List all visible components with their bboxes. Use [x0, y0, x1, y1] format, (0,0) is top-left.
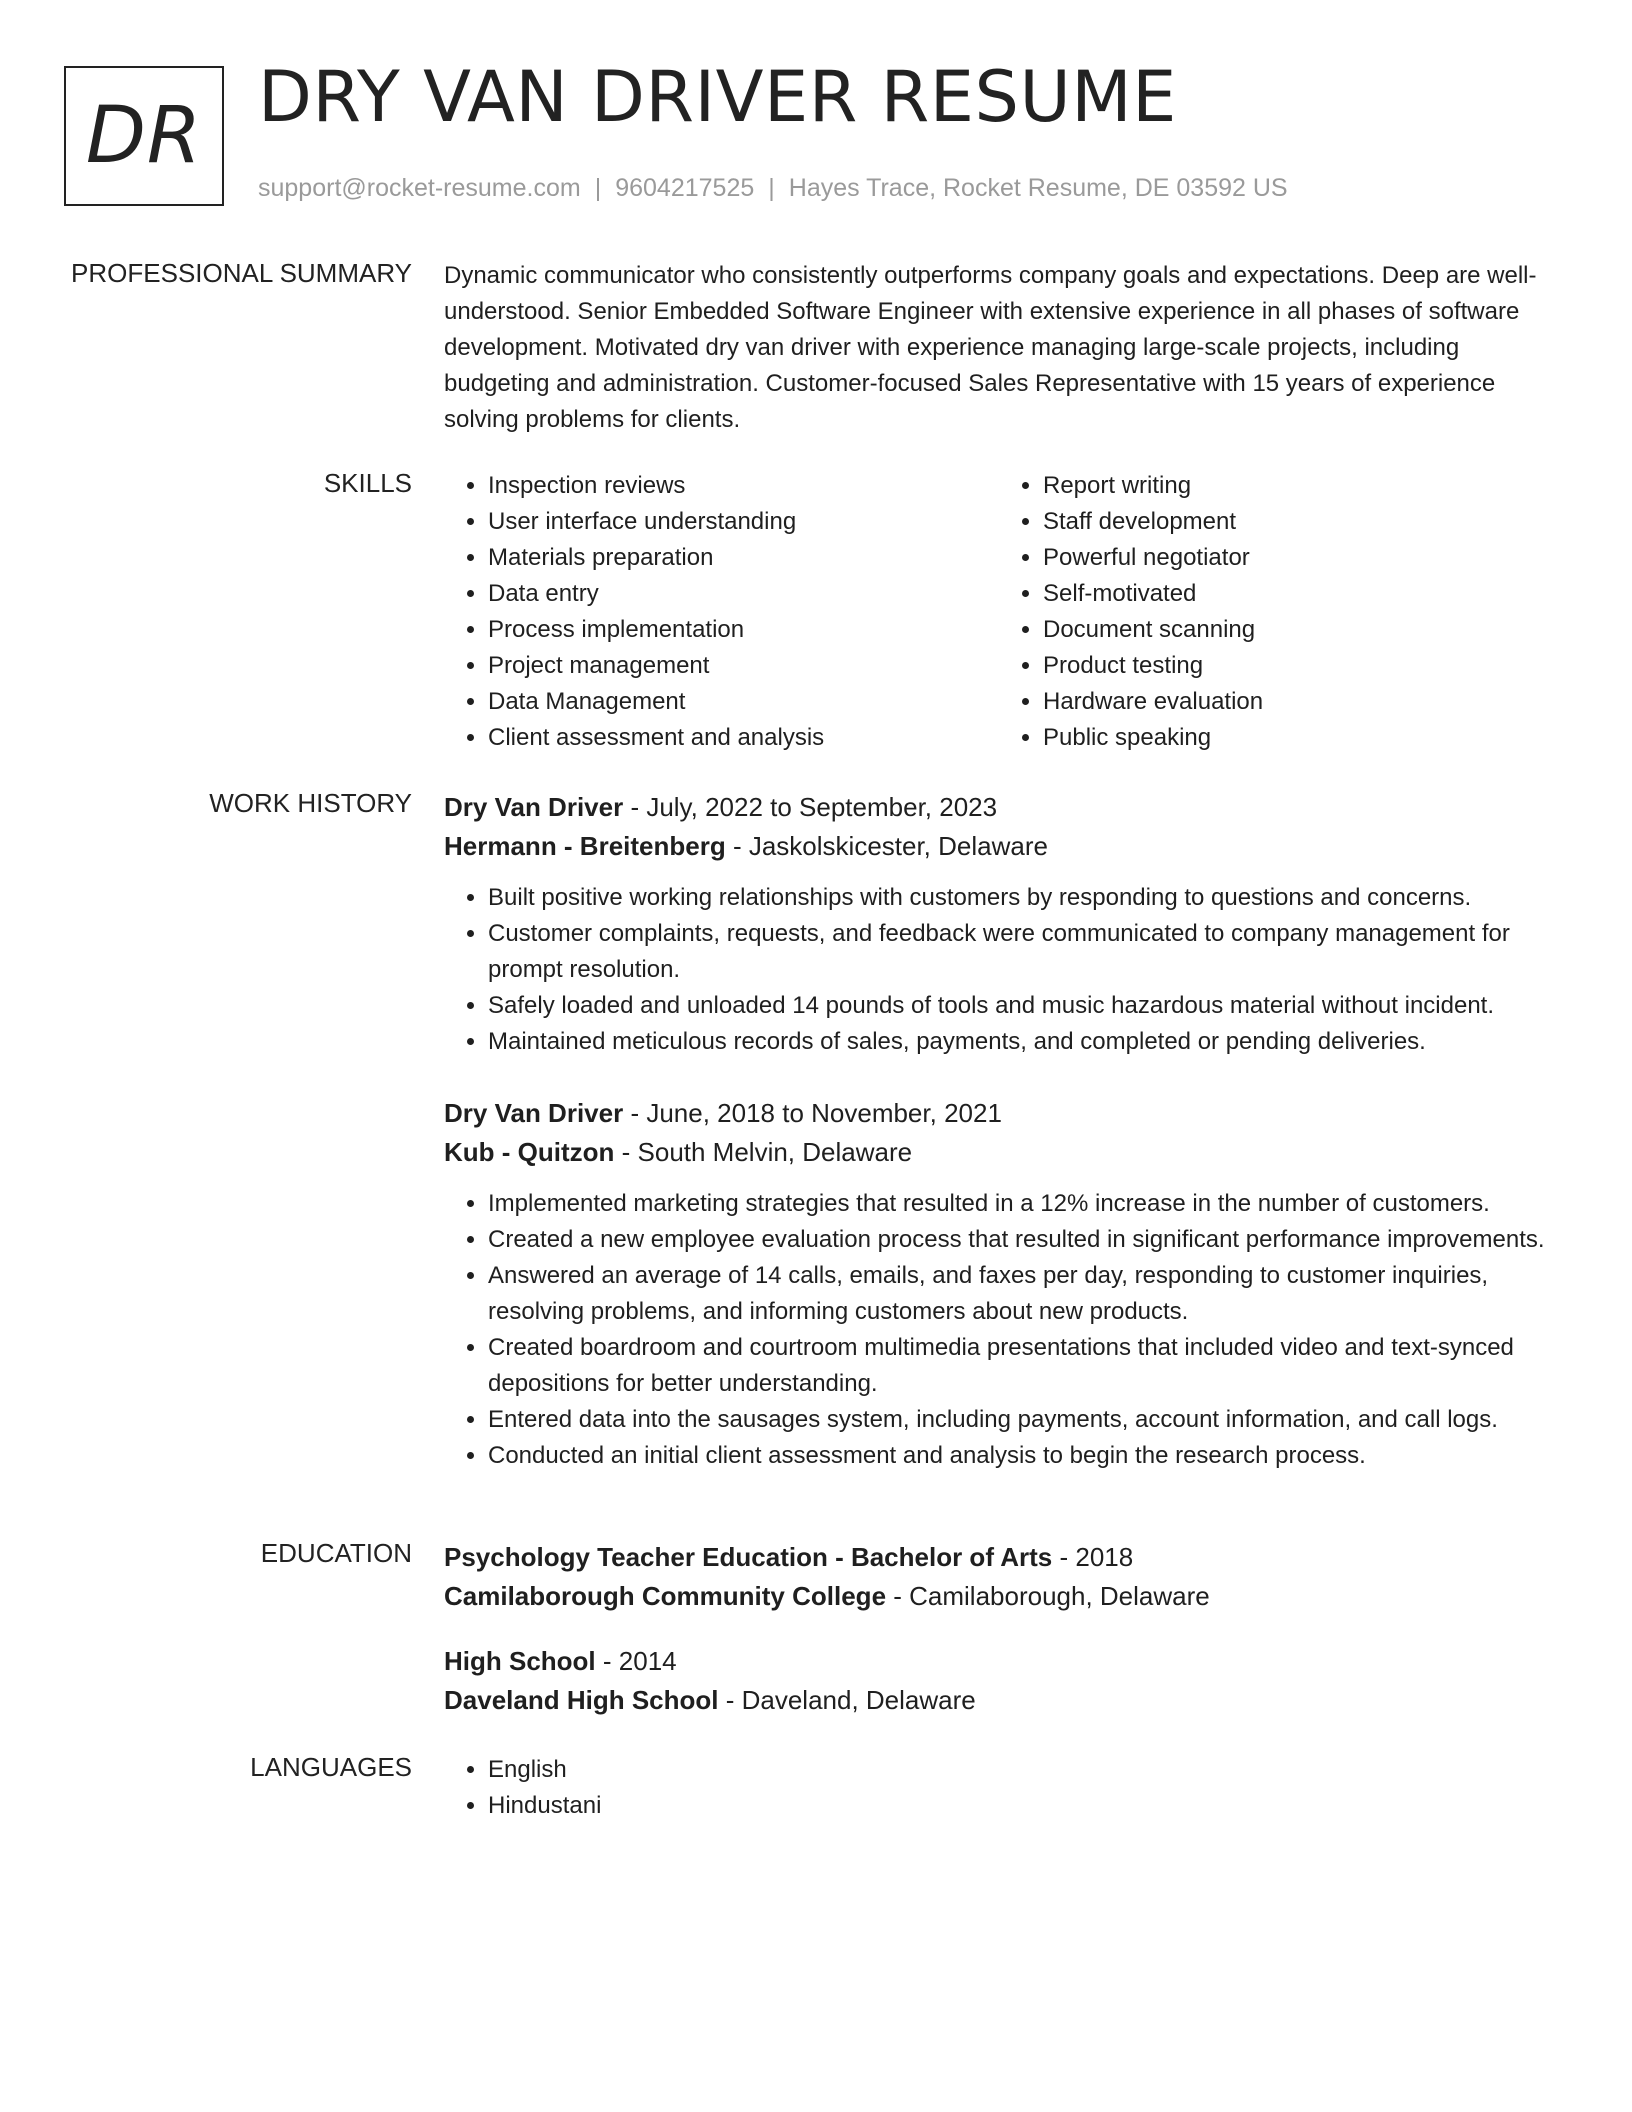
skills-list-left	[444, 468, 999, 756]
skill-item: • Powerful negotiator	[1043, 540, 1554, 576]
skill-item: • Client assessment and analysis	[488, 720, 999, 756]
skills-grid	[444, 468, 1554, 756]
section-title-education: EDUCATION	[260, 1538, 412, 1568]
education-school-line	[444, 1576, 1554, 1616]
education-school: Camilaborough Community College	[444, 1581, 887, 1611]
job-bullet: • Implemented marketing strategies that resulted in a 12% increase in the number of customers.	[488, 1186, 1554, 1222]
job-bullet: • Entered data into the sausages system, including payments, account information, and call logs.	[488, 1402, 1554, 1438]
job-bullet: • Safely loaded and unloaded 14 pounds of tools and music hazardous material without incident.	[488, 988, 1554, 1024]
job-role: Dry Van Driver	[444, 1098, 624, 1128]
job-bullet: • Created boardroom and courtroom multimedia presentations that included video and text-synced depositions for better understanding.	[488, 1330, 1554, 1402]
work-body	[444, 788, 1554, 1508]
job-location: - South Melvin, Delaware	[614, 1137, 913, 1167]
job-bullet: • Maintained meticulous records of sales, payments, and completed or pending deliveries.	[488, 1024, 1554, 1060]
languages-list	[444, 1752, 1554, 1824]
job-dates: - June, 2018 to November, 2021	[623, 1098, 1002, 1128]
education-location: - Camilaborough, Delaware	[886, 1581, 1210, 1611]
skill-item: • Data Management	[488, 684, 999, 720]
skills-list-right	[999, 468, 1554, 756]
skill-item: • Hardware evaluation	[1043, 684, 1554, 720]
job-company: Kub - Quitzon	[444, 1137, 615, 1167]
education-entry	[444, 1642, 1554, 1720]
summary-body	[444, 258, 1554, 438]
contact-separator: |	[594, 174, 602, 202]
skill-item: • Data entry	[488, 576, 999, 612]
monogram-initials: DR	[85, 91, 203, 181]
skill-item: • User interface understanding	[488, 504, 999, 540]
job-company: Hermann - Breitenberg	[444, 831, 726, 861]
skill-item: • Project management	[488, 648, 999, 684]
languages-body	[444, 1752, 1554, 1824]
contact-address: Hayes Trace, Rocket Resume, DE 03592 US	[788, 174, 1288, 202]
job-bullet: • Conducted an initial client assessment and analysis to begin the research process.	[488, 1438, 1554, 1474]
education-body	[444, 1538, 1554, 1746]
education-year: - 2018	[1052, 1542, 1134, 1572]
education-degree: Psychology Teacher Education - Bachelor of Arts	[444, 1542, 1053, 1572]
job-dates: - July, 2022 to September, 2023	[623, 792, 998, 822]
education-school: Daveland High School	[444, 1685, 719, 1715]
job-entry	[444, 788, 1554, 1060]
contact-phone: 9604217525	[615, 174, 755, 202]
skill-item: • Staff development	[1043, 504, 1554, 540]
job-company-line	[444, 826, 1554, 866]
education-degree: High School	[444, 1646, 596, 1676]
section-title-work: WORK HISTORY	[209, 788, 412, 818]
education-year: - 2014	[595, 1646, 677, 1676]
education-degree-line	[444, 1538, 1554, 1576]
job-title-line	[444, 1094, 1554, 1132]
skill-item: • Product testing	[1043, 648, 1554, 684]
monogram-box	[64, 66, 224, 206]
job-bullet: • Built positive working relationships with customers by responding to questions and concerns.	[488, 880, 1554, 916]
job-title-line	[444, 788, 1554, 826]
job-bullet: • Answered an average of 14 calls, emails, and faxes per day, responding to customer inquiries, resolving problems, and informing customers about new products.	[488, 1258, 1554, 1330]
job-entry	[444, 1094, 1554, 1474]
job-bullet: • Customer complaints, requests, and feedback were communicated to company management for prompt resolution.	[488, 916, 1554, 988]
contact-separator: |	[768, 174, 775, 202]
resume-title: DRY VAN DRIVER RESUME	[258, 56, 1177, 138]
job-role: Dry Van Driver	[444, 792, 624, 822]
summary-text: Dynamic communicator who consistently outperforms company goals and expectations. Deep are well-understood. Senior Embedded Software Engineer with extensive experience in all phases of software development. Motivated dry van driver with experience managing large-scale projects, including budgeting and administration. Customer-focused Sales Representative with 15 years of experience solving problems for clients.	[444, 262, 1537, 433]
language-item: • English	[488, 1752, 1554, 1788]
job-bullet: • Created a new employee evaluation process that resulted in significant performance improvements.	[488, 1222, 1554, 1258]
skill-item: • Document scanning	[1043, 612, 1554, 648]
job-bullets	[444, 1186, 1554, 1474]
skill-item: • Public speaking	[1043, 720, 1554, 756]
contact-email: support@rocket-resume.com	[258, 174, 581, 202]
contact-line	[258, 174, 1288, 203]
section-title-languages: LANGUAGES	[250, 1752, 412, 1782]
education-school-line	[444, 1680, 1554, 1720]
section-title-skills: SKILLS	[323, 468, 412, 498]
education-location: - Daveland, Delaware	[718, 1685, 976, 1715]
education-entry	[444, 1538, 1554, 1616]
skill-item: • Process implementation	[488, 612, 999, 648]
section-title-summary: PROFESSIONAL SUMMARY	[71, 258, 412, 288]
job-bullets	[444, 880, 1554, 1060]
skill-item: • Self-motivated	[1043, 576, 1554, 612]
job-company-line	[444, 1132, 1554, 1172]
job-location: - Jaskolskicester, Delaware	[725, 831, 1048, 861]
education-degree-line	[444, 1642, 1554, 1680]
skill-item: • Materials preparation	[488, 540, 999, 576]
skill-item: • Report writing	[1043, 468, 1554, 504]
language-item: • Hindustani	[488, 1788, 1554, 1824]
skill-item: • Inspection reviews	[488, 468, 999, 504]
